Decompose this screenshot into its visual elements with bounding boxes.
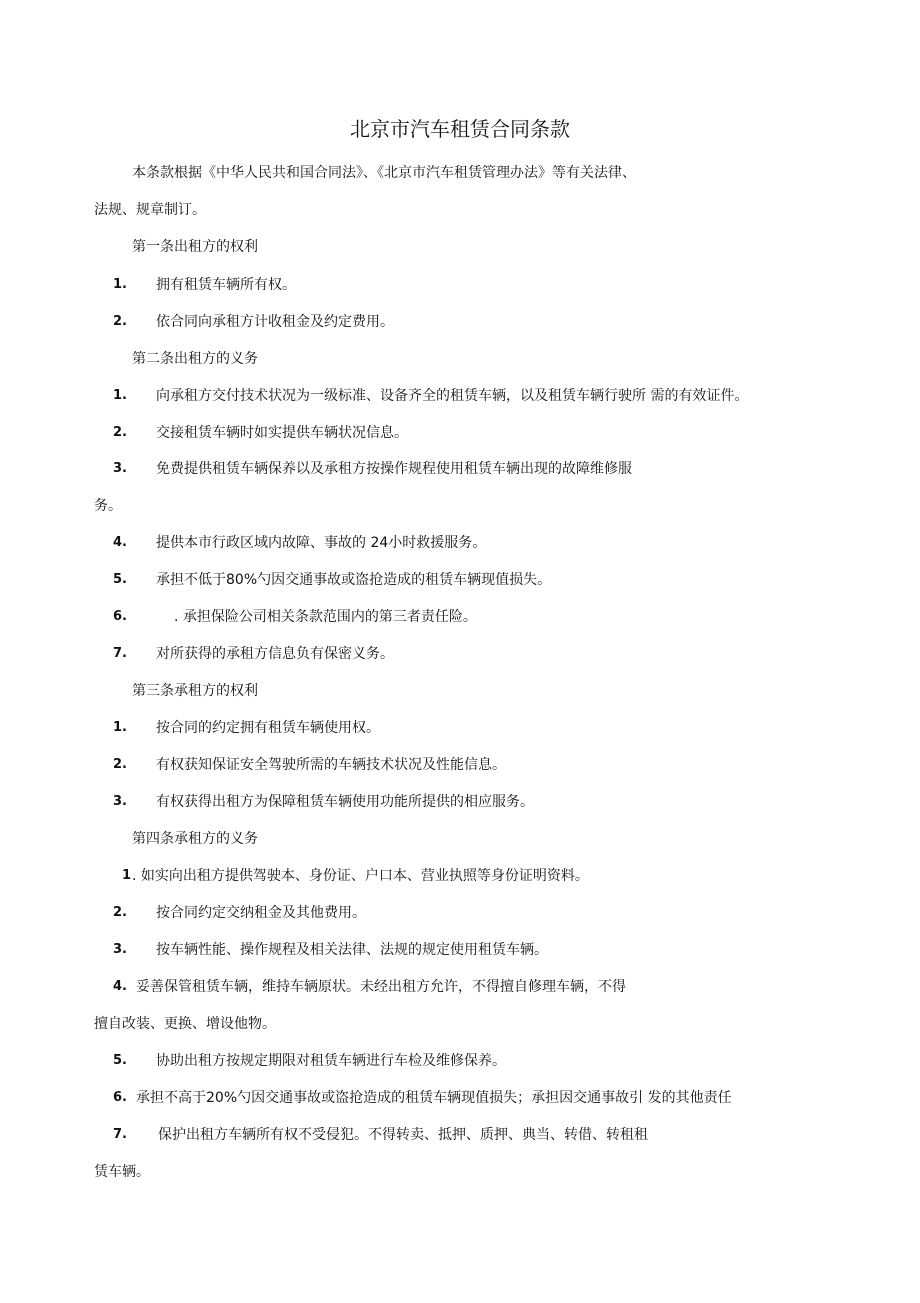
document-title: 北京市汽车租赁合同条款 xyxy=(350,117,570,141)
list-item-text: 按车辆性能、操作规程及相关法律、法规的规定使用租赁车辆。 xyxy=(156,942,548,958)
list-number: 1. xyxy=(113,720,127,735)
list-item-text: 承担不低于80%勺因交通事故或盗抢造成的租赁车辆现值损失。 xyxy=(156,572,552,588)
list-number: 3. xyxy=(113,461,127,476)
list-number: 5. xyxy=(113,1053,127,1068)
list-number: 2. xyxy=(113,905,127,920)
section-heading: 第二条出租方的义务 xyxy=(132,351,258,367)
list-item-text: 协助出租方按规定期限对租赁车辆进行车检及维修保养。 xyxy=(156,1053,506,1069)
list-number: 3. xyxy=(113,794,127,809)
list-item-text: 依合同向承租方计收租金及约定费用。 xyxy=(156,314,394,330)
list-item-text: . 承担保险公司相关条款范围内的第三者责任险。 xyxy=(174,609,477,625)
list-item-text: 承担不高于20%勺因交通事故或盗抢造成的租赁车辆现值损失；承担因交通事故引 发的其他责任 xyxy=(136,1090,732,1106)
list-number: 2. xyxy=(113,314,127,329)
list-number: 1 xyxy=(122,868,132,883)
section-heading: 第三条承租方的权利 xyxy=(132,683,258,699)
section-heading: 第一条出租方的权利 xyxy=(132,239,258,255)
list-item-continuation: 赁车辆。 xyxy=(94,1164,150,1180)
list-item-text: 提供本市行政区域内故障、事故的 24小时救援服务。 xyxy=(156,535,487,551)
list-number: 2. xyxy=(113,757,127,772)
section-heading: 第四条承租方的义务 xyxy=(132,831,258,847)
list-item-continuation: 务。 xyxy=(94,498,122,514)
list-number: 4. xyxy=(113,979,127,994)
list-item-text: 有权获得出租方为保障租赁车辆使用功能所提供的相应服务。 xyxy=(156,794,534,810)
list-number: 1. xyxy=(113,388,127,403)
list-number: 3. xyxy=(113,942,127,957)
list-number: 1. xyxy=(113,277,127,292)
list-item-text: 按合同的约定拥有租赁车辆使用权。 xyxy=(156,720,380,736)
list-item-text: . 如实向出租方提供驾驶本、身份证、户口本、营业执照等身份证明资料。 xyxy=(132,868,589,884)
list-number: 7. xyxy=(113,646,127,661)
list-item-continuation: 擅自改装、更换、增设他物。 xyxy=(94,1016,276,1032)
list-number: 6. xyxy=(113,609,127,624)
list-item-text: 交接租赁车辆时如实提供车辆状况信息。 xyxy=(156,425,408,441)
list-item-text: 保护出租方车辆所有权不受侵犯。不得转卖、抵押、质押、典当、转借、转租租 xyxy=(158,1127,648,1143)
list-item-text: 妥善保管租赁车辆，维持车辆原状。未经出租方允许，不得擅自修理车辆，不得 xyxy=(136,979,626,995)
list-item-text: 对所获得的承租方信息负有保密义务。 xyxy=(156,646,394,662)
list-item-text: 按合同约定交纳租金及其他费用。 xyxy=(156,905,366,921)
list-item-text: 向承租方交付技术状况为一级标准、设备齐全的租赁车辆，以及租赁车辆行驶所 需的有效证件。 xyxy=(156,388,749,404)
list-item-text: 拥有租赁车辆所有权。 xyxy=(156,277,296,293)
list-number: 4. xyxy=(113,535,127,550)
intro-line-1: 本条款根据《中华人民共和国合同法》、《北京市汽车租赁管理办法》等有关法律、 xyxy=(132,165,636,181)
list-number: 5. xyxy=(113,572,127,587)
list-number: 6. xyxy=(113,1090,127,1105)
list-number: 7. xyxy=(113,1127,127,1142)
intro-line-2: 法规、规章制订。 xyxy=(94,202,206,218)
list-item-text: 有权获知保证安全驾驶所需的车辆技术状况及性能信息。 xyxy=(156,757,506,773)
list-number: 2. xyxy=(113,425,127,440)
list-item-text: 免费提供租赁车辆保养以及承租方按操作规程使用租赁车辆出现的故障维修服 xyxy=(156,461,632,477)
